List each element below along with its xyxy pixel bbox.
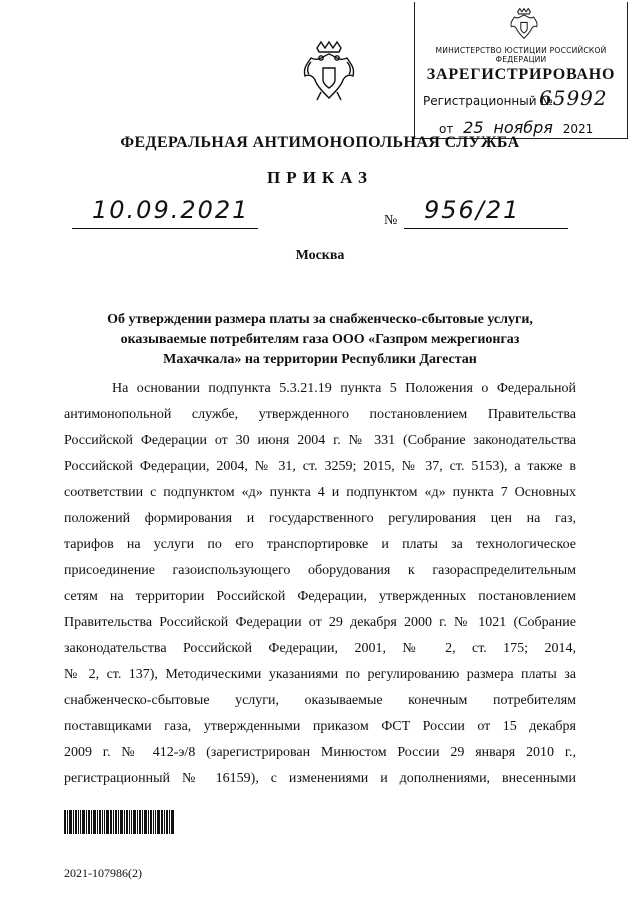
stamp-ministry: МИНИСТЕРСТВО ЮСТИЦИИ РОССИЙСКОЙ ФЕДЕРАЦИИ	[435, 46, 607, 64]
body-line: тарифов на услуги по его транспортировке и платы за технологическое	[64, 537, 576, 552]
stamp-date-year: 2021	[562, 122, 594, 136]
body-line: поставщиками газа, утвержденными приказом ФСТ России от 15 декабря	[64, 719, 576, 734]
city: Москва	[295, 248, 345, 263]
body-line: соответствии с подпунктом «д» пункта 4 и подпунктом «д» пункта 7 Основных	[64, 485, 576, 500]
stamp-reg-number: 65992	[539, 86, 608, 110]
stamp-date-month: ноября	[493, 118, 553, 137]
body-line: присоединение газоиспользующего оборудования к газораспределительным	[64, 563, 576, 578]
body-line: законодательства Российской Федерации, 2001, № 2, ст. 175; 2014,	[64, 641, 576, 656]
body-line: № 2, ст. 137), Методическими указаниями по регулированию размера платы за	[64, 667, 576, 682]
number-label: №	[384, 213, 398, 228]
barcode-icon	[64, 810, 174, 834]
doc-type: ПРИКАЗ	[267, 168, 373, 187]
number-underline	[404, 228, 568, 229]
stamp-registered: ЗАРЕГИСТРИРОВАНО	[426, 66, 616, 83]
body-line: снабженческо-сбытовые услуги, оказываемые конечным потребителям	[64, 693, 576, 708]
title-line: Махачкала» на территории Республики Дагестан	[163, 352, 477, 367]
coat-of-arms-icon	[297, 38, 361, 104]
body-line: Российской Федерации от 30 июня 2004 г. № 331 (Собрание законодательства	[64, 433, 576, 448]
order-date: 10.09.2021	[92, 196, 250, 224]
body-line: положений формирования и государственного регулирования цен на газ,	[64, 511, 576, 526]
body-line: 2009 г. № 412-э/8 (зарегистрирован Минюстом России 29 января 2010 г.,	[64, 745, 576, 760]
body-line: антимонопольной службе, утвержденного постановлением Правительства	[64, 407, 576, 422]
title-line: оказываемые потребителям газа ООО «Газпром межрегионгаз	[120, 332, 520, 347]
stamp-reg-label: Регистрационный №	[423, 94, 553, 108]
order-title	[80, 310, 560, 370]
body-line: сетям на территории Российской Федерации, утвержденных постановлением	[64, 589, 576, 604]
body-line: Правительства Российской Федерации от 29 декабря 2000 г. № 1021 (Собрание	[64, 615, 576, 630]
body-line: Российской Федерации, 2004, № 31, ст. 3259; 2015, № 37, ст. 5153), а также в	[64, 459, 576, 474]
title-line: Об утверждении размера платы за снабженческо-сбытовые услуги,	[107, 312, 533, 327]
agency-name: ФЕДЕРАЛЬНАЯ АНТИМОНОПОЛЬНАЯ СЛУЖБА	[120, 134, 520, 151]
body-line: регистрационный № 16159), с изменениями и дополнениями, внесенными	[64, 771, 576, 786]
stamp-emblem-icon	[507, 6, 541, 42]
stamp-date-day: 25	[463, 118, 484, 137]
date-underline	[72, 228, 258, 229]
stamp-date-prefix: от	[439, 122, 454, 136]
document-code: 2021-107986(2)	[64, 866, 142, 880]
body-line: На основании подпункта 5.3.21.19 пункта 5 Положения о Федеральной	[112, 381, 576, 396]
body-text	[64, 376, 576, 792]
registration-stamp	[414, 2, 628, 139]
order-number: 956/21	[424, 196, 521, 224]
